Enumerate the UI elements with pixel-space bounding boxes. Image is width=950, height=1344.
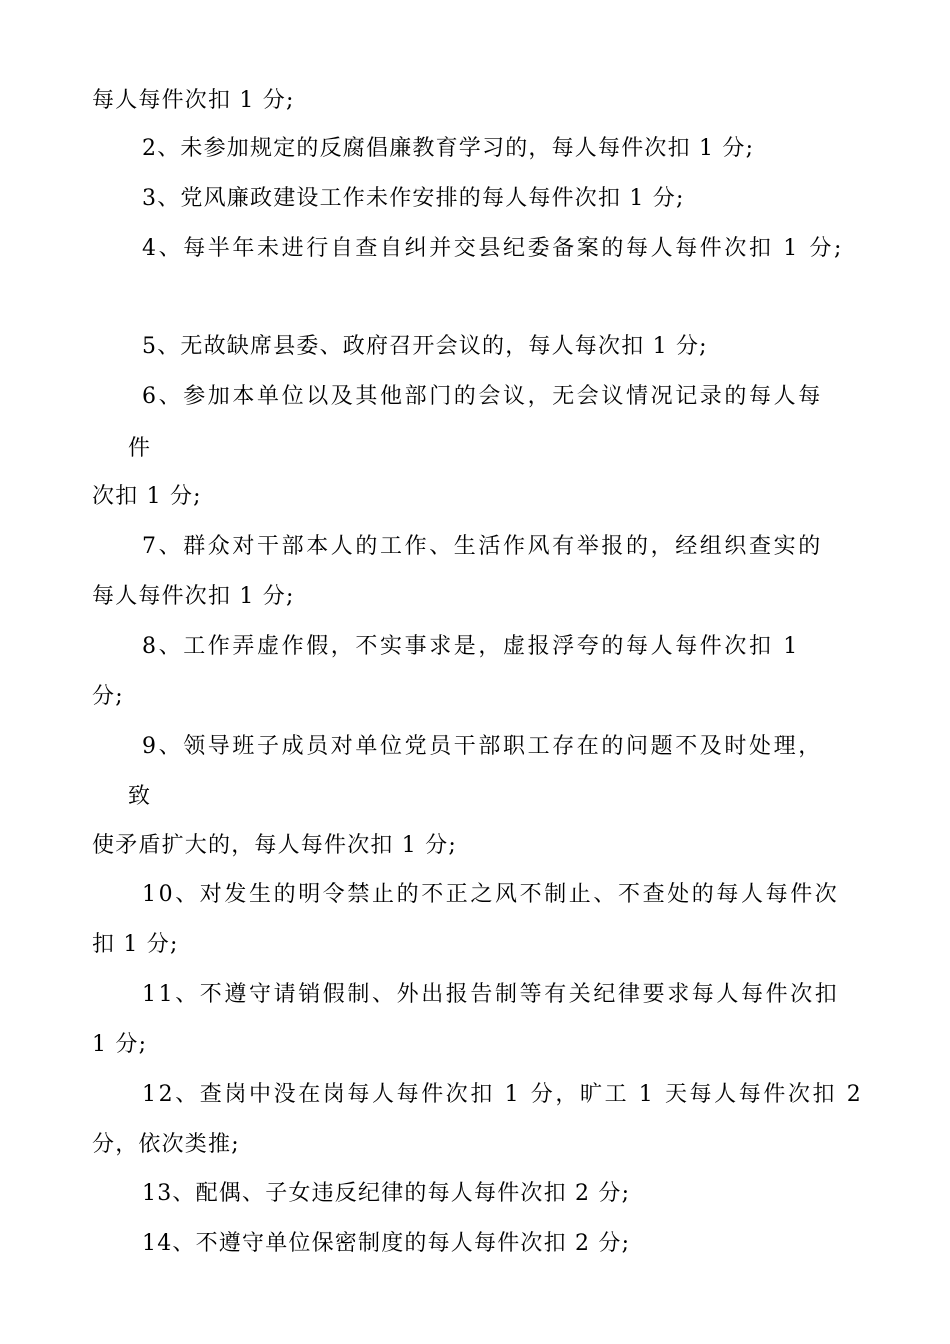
text-line: 5、无故缺席县委、政府召开会议的，每人每次扣 1 分; — [142, 334, 708, 359]
text-line: 使矛盾扩大的，每人每件次扣 1 分; — [92, 833, 457, 858]
text-line: 件 — [128, 436, 152, 461]
text-line: 每人每件次扣 1 分; — [92, 584, 295, 609]
text-line: 8、工作弄虚作假，不实事求是，虚报浮夸的每人每件次扣 1 — [142, 634, 800, 659]
text-line: 7、群众对干部本人的工作、生活作风有举报的，经组织查实的 — [142, 534, 823, 559]
text-line: 扣 1 分; — [92, 932, 179, 957]
text-line: 致 — [128, 784, 152, 809]
text-line: 12、查岗中没在岗每人每件次扣 1 分，旷工 1 天每人每件次扣 2 — [142, 1082, 864, 1107]
text-line: 次扣 1 分; — [92, 484, 202, 509]
text-line: 2、未参加规定的反腐倡廉教育学习的，每人每件次扣 1 分; — [142, 136, 755, 161]
text-line: 6、参加本单位以及其他部门的会议，无会议情况记录的每人每 — [142, 384, 823, 409]
text-line: 13、配偶、子女违反纪律的每人每件次扣 2 分; — [142, 1181, 631, 1206]
text-line: 分; — [92, 684, 124, 709]
text-line: 11、不遵守请销假制、外出报告制等有关纪律要求每人每件次扣 — [142, 982, 840, 1007]
text-line: 14、不遵守单位保密制度的每人每件次扣 2 分; — [142, 1231, 631, 1256]
text-line: 每人每件次扣 1 分; — [92, 88, 295, 113]
text-line: 分，依次类推; — [92, 1132, 240, 1157]
text-line: 9、领导班子成员对单位党员干部职工存在的问题不及时处理， — [142, 734, 823, 759]
text-line: 3、党风廉政建设工作未作安排的每人每件次扣 1 分; — [142, 186, 685, 211]
text-line: 4、每半年未进行自查自纠并交县纪委备案的每人每件次扣 1 分; — [142, 236, 844, 261]
text-line: 10、对发生的明令禁止的不正之风不制止、不查处的每人每件次 — [142, 882, 840, 907]
text-line: 1 分; — [92, 1032, 148, 1057]
